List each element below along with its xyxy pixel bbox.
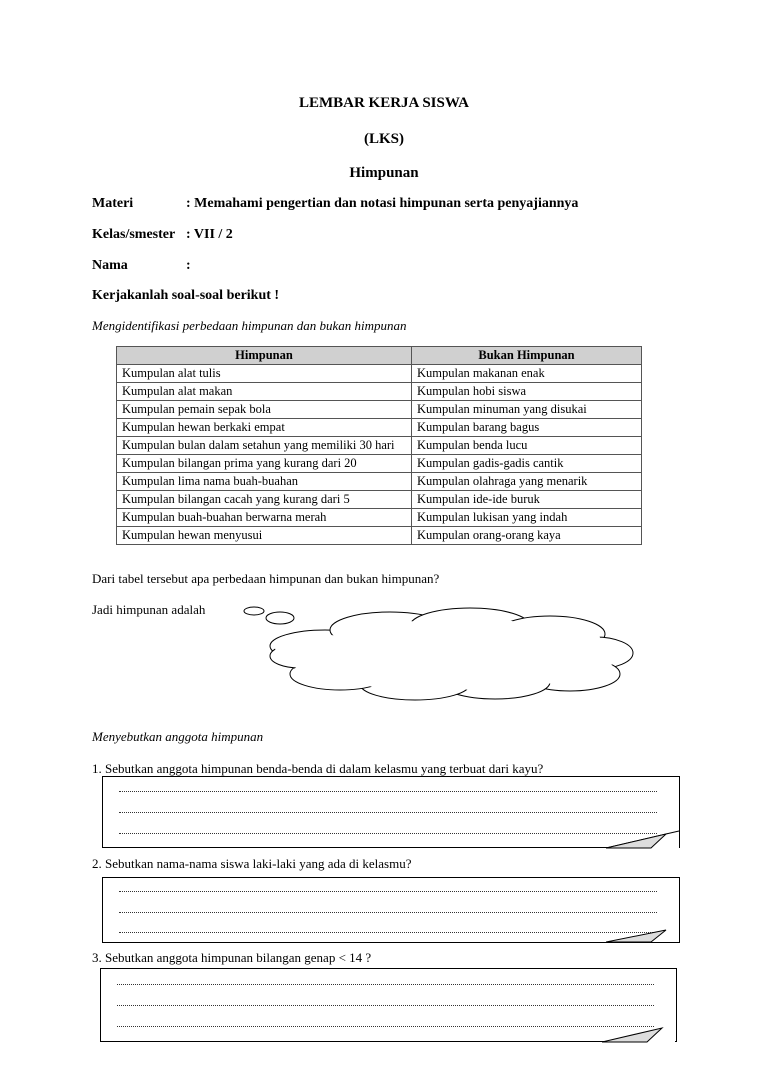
table-cell: Kumpulan bilangan prima yang kurang dari 20	[117, 455, 412, 473]
instruction: Kerjakanlah soal-soal berikut !	[92, 288, 280, 303]
materi-label: Materi	[92, 196, 134, 211]
table-cell: Kumpulan orang-orang kaya	[412, 527, 642, 545]
table-row	[117, 455, 642, 473]
answer-line	[119, 832, 657, 834]
answer-line	[117, 1025, 654, 1027]
document-topic: Himpunan	[349, 165, 419, 181]
section1-heading: Mengidentifikasi perbedaan himpunan dan bukan himpunan	[92, 318, 407, 333]
table-cell: Kumpulan benda lucu	[412, 437, 642, 455]
page-fold-icon	[606, 830, 680, 850]
table-row	[117, 491, 642, 509]
answer-line	[119, 931, 657, 933]
table-cell: Kumpulan lima nama buah-buahan	[117, 473, 412, 491]
table-row	[117, 383, 642, 401]
answer-box-2[interactable]	[102, 877, 680, 943]
himpunan-table	[116, 346, 642, 545]
table-cell: Kumpulan buah-buahan berwarna merah	[117, 509, 412, 527]
table-cell: Kumpulan pemain sepak bola	[117, 401, 412, 419]
page-fold-icon	[606, 926, 680, 944]
table-row	[117, 509, 642, 527]
table-row	[117, 473, 642, 491]
table-row	[117, 401, 642, 419]
kelas-value: : VII / 2	[186, 227, 233, 242]
table-header-himpunan: Himpunan	[117, 347, 412, 365]
question-3: 3. Sebutkan anggota himpunan bilangan genap < 14 ?	[92, 950, 372, 965]
table-cell: Kumpulan lukisan yang indah	[412, 509, 642, 527]
answer-box-1[interactable]	[102, 776, 680, 848]
section2-heading: Menyebutkan anggota himpunan	[92, 729, 264, 744]
answer-line	[119, 811, 657, 813]
question-2: 2. Sebutkan nama-nama siswa laki-laki yang ada di kelasmu?	[92, 856, 412, 871]
table-cell: Kumpulan alat tulis	[117, 365, 412, 383]
thought-cloud-icon	[240, 598, 640, 708]
table-cell: Kumpulan makanan enak	[412, 365, 642, 383]
table-cell: Kumpulan gadis-gadis cantik	[412, 455, 642, 473]
kelas-label: Kelas/smester	[92, 227, 176, 242]
table-cell: Kumpulan olahraga yang menarik	[412, 473, 642, 491]
answer-line	[117, 1004, 654, 1006]
table-cell: Kumpulan hewan berkaki empat	[117, 419, 412, 437]
nama-label: Nama	[92, 258, 128, 273]
table-row	[117, 419, 642, 437]
nama-value: :	[186, 258, 191, 273]
answer-line	[119, 911, 657, 913]
page-fold-icon	[602, 1024, 676, 1044]
table-cell: Kumpulan minuman yang disukai	[412, 401, 642, 419]
document-subtitle: (LKS)	[363, 131, 404, 147]
table-cell: Kumpulan hewan menyusui	[117, 527, 412, 545]
table-cell: Kumpulan barang bagus	[412, 419, 642, 437]
materi-value: : Memahami pengertian dan notasi himpunan serta penyajiannya	[186, 196, 579, 211]
table-cell: Kumpulan bilangan cacah yang kurang dari 5	[117, 491, 412, 509]
table-cell: Kumpulan ide-ide buruk	[412, 491, 642, 509]
table-row	[117, 365, 642, 383]
answer-line	[117, 983, 654, 985]
table-cell: Kumpulan hobi siswa	[412, 383, 642, 401]
table-header-bukan-himpunan: Bukan Himpunan	[412, 347, 642, 365]
answer-line	[119, 890, 657, 892]
section1-question: Dari tabel tersebut apa perbedaan himpunan dan bukan himpunan?	[92, 571, 440, 586]
table-cell: Kumpulan alat makan	[117, 383, 412, 401]
table-row	[117, 437, 642, 455]
conclusion-label: Jadi himpunan adalah	[92, 602, 206, 617]
answer-box-3[interactable]	[100, 968, 677, 1042]
answer-line	[119, 790, 657, 792]
table-cell: Kumpulan bulan dalam setahun yang memiliki 30 hari	[117, 437, 412, 455]
table-row	[117, 527, 642, 545]
question-1: 1. Sebutkan anggota himpunan benda-benda di dalam kelasmu yang terbuat dari kayu?	[92, 761, 544, 776]
document-title: LEMBAR KERJA SISWA	[298, 95, 470, 111]
